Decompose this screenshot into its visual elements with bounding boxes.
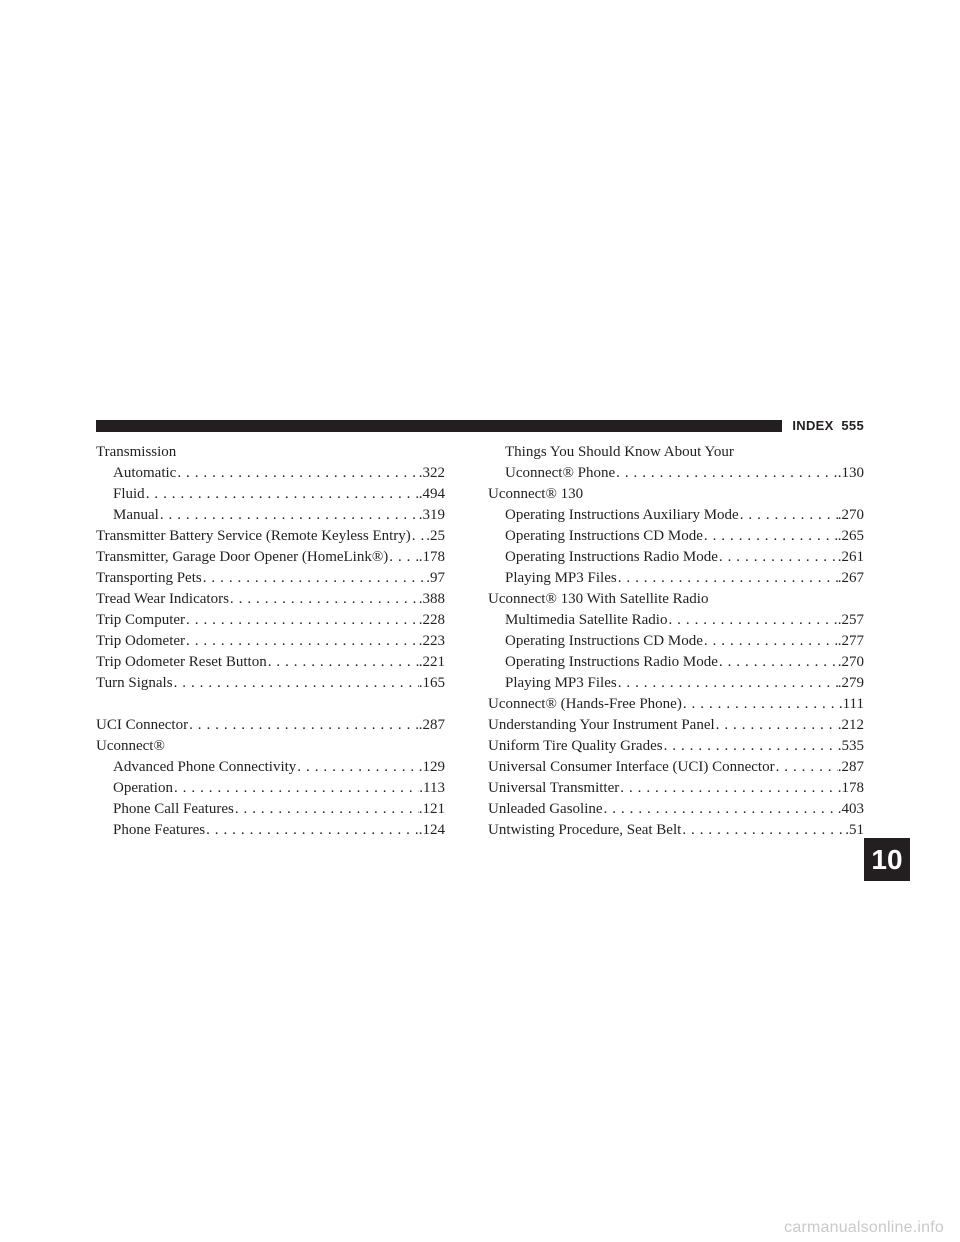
- entry-label: Operating Instructions Radio Mode: [505, 549, 718, 565]
- dot-leader: [667, 610, 837, 631]
- entry-label: Tread Wear Indicators: [96, 591, 229, 607]
- entry-label: Untwisting Procedure, Seat Belt: [488, 822, 682, 838]
- index-entry: [96, 589, 445, 610]
- entry-page-number: .287: [837, 759, 864, 775]
- dot-leader: [617, 673, 838, 694]
- dot-leader: [145, 484, 419, 505]
- entry-page-number: .287: [418, 717, 445, 733]
- dot-leader: [234, 799, 419, 820]
- dot-leader: [681, 820, 845, 841]
- entry-page-number: .319: [418, 507, 445, 523]
- entry-label: Trip Odometer Reset Button: [96, 654, 267, 670]
- entry-label: Uconnect®: [96, 738, 165, 754]
- entry-page-number: .277: [837, 633, 864, 649]
- index-subentry: [488, 610, 864, 631]
- entry-page-number: .97: [426, 570, 445, 586]
- entry-page-number: .212: [837, 717, 864, 733]
- entry-page-number: .113: [419, 780, 445, 796]
- index-subentry: [488, 631, 864, 652]
- entry-page-number: .265: [837, 528, 864, 544]
- entry-page-number: .403: [837, 801, 864, 817]
- entry-page-number: .223: [418, 633, 445, 649]
- entry-label: Operation: [113, 780, 173, 796]
- entry-label: Automatic: [113, 465, 177, 481]
- entry-label: Operating Instructions CD Mode: [505, 633, 703, 649]
- index-subentry: [488, 652, 864, 673]
- dot-leader: [703, 526, 838, 547]
- entry-page-number: .121: [418, 801, 445, 817]
- index-entry: [488, 484, 864, 505]
- entry-page-number: .257: [837, 612, 864, 628]
- entry-label: Phone Features: [113, 822, 206, 838]
- index-entry: [96, 568, 445, 589]
- dot-leader: [775, 757, 838, 778]
- dot-leader: [703, 631, 838, 652]
- entry-label: Operating Instructions CD Mode: [505, 528, 703, 544]
- index-entry: [96, 673, 445, 694]
- entry-page-number: .270: [837, 507, 864, 523]
- entry-label: Turn Signals: [96, 675, 173, 691]
- watermark: carmanualsonline.info: [784, 1219, 944, 1236]
- dot-leader: [603, 799, 838, 820]
- entry-label: Uconnect® (Hands-Free Phone): [488, 696, 682, 712]
- entry-page-number: .178: [837, 780, 864, 796]
- entry-page-number: .270: [837, 654, 864, 670]
- entry-label: Multimedia Satellite Radio: [505, 612, 668, 628]
- entry-label: Transmission: [96, 444, 177, 460]
- dot-leader: [185, 631, 419, 652]
- index-entry: [488, 757, 864, 778]
- index-entry: [96, 526, 445, 547]
- entry-label: Transporting Pets: [96, 570, 202, 586]
- index-entry: [96, 547, 445, 568]
- entry-page-number: .221: [418, 654, 445, 670]
- index-entry: [488, 820, 864, 841]
- dot-leader: [296, 757, 418, 778]
- dot-leader: [715, 715, 838, 736]
- entry-label: Trip Odometer: [96, 633, 186, 649]
- dot-leader: [267, 652, 419, 673]
- index-entry: [96, 610, 445, 631]
- dot-leader: [617, 568, 838, 589]
- index-subentry: [96, 505, 445, 526]
- index-entry: [488, 799, 864, 820]
- dot-leader: [718, 652, 838, 673]
- index-entry: [96, 442, 445, 463]
- entry-label: Understanding Your Instrument Panel: [488, 717, 715, 733]
- index-subentry: [96, 463, 445, 484]
- entry-label: Uconnect® 130 With Satellite Radio: [488, 591, 709, 607]
- index-entry: [96, 631, 445, 652]
- dot-leader: [682, 694, 839, 715]
- index-column-left: [96, 442, 445, 841]
- entry-label: Playing MP3 Files: [505, 570, 617, 586]
- entry-label: Advanced Phone Connectivity: [113, 759, 297, 775]
- index-entry: [488, 778, 864, 799]
- entry-label: Transmitter, Garage Door Opener (HomeLink®): [96, 549, 389, 565]
- dot-leader: [205, 820, 419, 841]
- entry-label: Universal Consumer Interface (UCI) Connector: [488, 759, 775, 775]
- entry-page-number: .228: [418, 612, 445, 628]
- dot-leader: [739, 505, 838, 526]
- index-subentry: [488, 526, 864, 547]
- index-subentry: [488, 505, 864, 526]
- index-subentry: [488, 547, 864, 568]
- dot-leader: [202, 568, 427, 589]
- entry-page-number: .261: [837, 549, 864, 565]
- dot-leader: [173, 778, 419, 799]
- entry-page-number: .494: [418, 486, 445, 502]
- entry-label: Trip Computer: [96, 612, 186, 628]
- entry-label: Uconnect® Phone: [505, 465, 616, 481]
- dot-leader: [388, 547, 419, 568]
- entry-label: Fluid: [113, 486, 145, 502]
- entry-page-number: .178: [418, 549, 445, 565]
- index-entry: [96, 652, 445, 673]
- header-title: INDEX: [792, 418, 834, 433]
- running-header: [782, 418, 864, 434]
- entry-page-number: .165: [418, 675, 445, 691]
- index-subentry: [96, 820, 445, 841]
- entry-page-number: .130: [837, 465, 864, 481]
- index-subentry: [488, 568, 864, 589]
- entry-page-number: .129: [418, 759, 445, 775]
- index-subentry: [96, 799, 445, 820]
- index-entry: [488, 715, 864, 736]
- index-subentry: [488, 463, 864, 484]
- entry-label: Phone Call Features: [113, 801, 234, 817]
- header-rule: [96, 420, 864, 432]
- dot-leader: [619, 778, 838, 799]
- section-tab: 10: [864, 838, 910, 881]
- entry-label: Unleaded Gasoline: [488, 801, 603, 817]
- entry-label: Operating Instructions Radio Mode: [505, 654, 718, 670]
- dot-leader: [615, 463, 838, 484]
- index-subentry: [488, 673, 864, 694]
- entry-label: Manual: [113, 507, 159, 523]
- header-page-number: 555: [841, 418, 864, 433]
- dot-leader: [185, 610, 419, 631]
- entry-page-number: .25: [426, 528, 445, 544]
- index-entry: [488, 694, 864, 715]
- entry-page-number: .535: [837, 738, 864, 754]
- dot-leader: [188, 715, 419, 736]
- entry-label: Transmitter Battery Service (Remote Keyless Entry): [96, 528, 411, 544]
- dot-leader: [229, 589, 419, 610]
- entry-label: Uniform Tire Quality Grades: [488, 738, 663, 754]
- entry-label: Things You Should Know About Your: [505, 444, 734, 460]
- entry-label: Playing MP3 Files: [505, 675, 617, 691]
- index-subentry: [488, 442, 864, 463]
- index-entry: [96, 736, 445, 757]
- entry-page-number: .111: [838, 696, 864, 712]
- entry-label: Universal Transmitter: [488, 780, 620, 796]
- index-subentry: [96, 757, 445, 778]
- index-subentry: [96, 778, 445, 799]
- index-entry: [488, 589, 864, 610]
- entry-page-number: .51: [845, 822, 864, 838]
- entry-page-number: .267: [837, 570, 864, 586]
- index-entry: [96, 715, 445, 736]
- entry-page-number: .279: [837, 675, 864, 691]
- entry-page-number: .388: [418, 591, 445, 607]
- entry-label: Operating Instructions Auxiliary Mode: [505, 507, 739, 523]
- dot-leader: [173, 673, 419, 694]
- entry-label: UCI Connector: [96, 717, 189, 733]
- dot-leader: [663, 736, 838, 757]
- entry-page-number: .322: [418, 465, 445, 481]
- index-entry: [488, 736, 864, 757]
- entry-page-number: .124: [418, 822, 445, 838]
- index-subentry: [96, 484, 445, 505]
- dot-leader: [411, 526, 426, 547]
- entry-label: Uconnect® 130: [488, 486, 584, 502]
- dot-leader: [159, 505, 419, 526]
- dot-leader: [176, 463, 418, 484]
- index-column-right: [488, 442, 864, 841]
- dot-leader: [718, 547, 838, 568]
